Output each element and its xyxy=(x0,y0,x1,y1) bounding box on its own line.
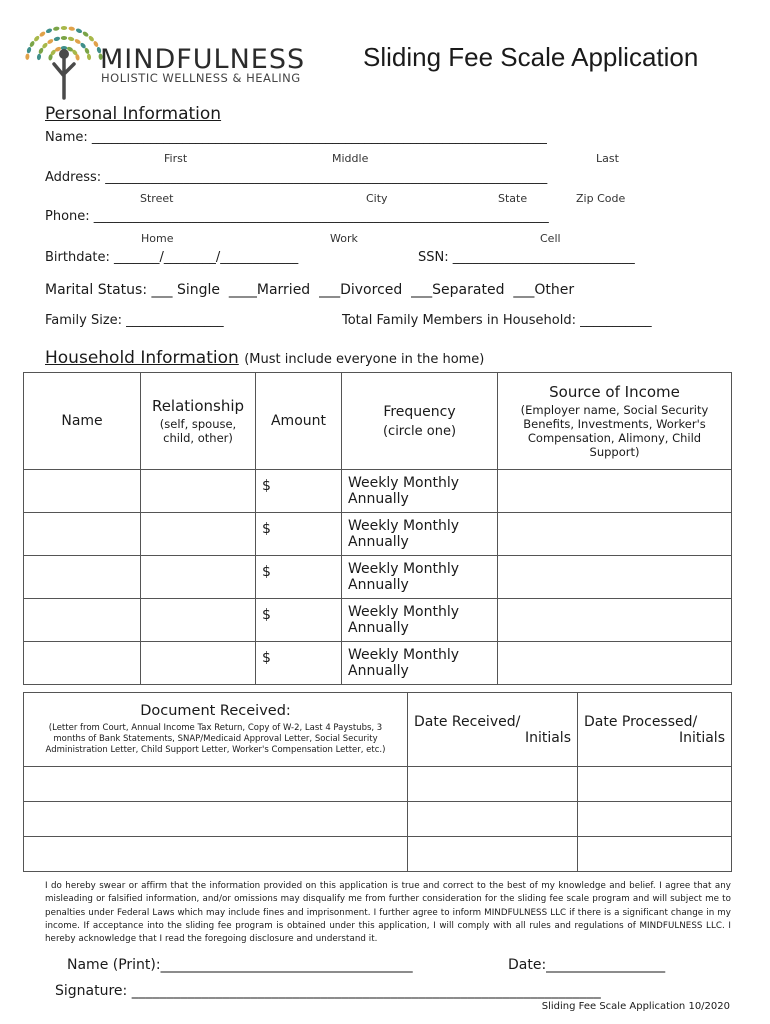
member-relationship-cell[interactable] xyxy=(141,556,256,599)
member-source-cell[interactable] xyxy=(498,470,732,513)
phone-home-label: Home xyxy=(141,232,174,245)
household-row xyxy=(24,513,732,556)
logo-leaf xyxy=(87,53,92,60)
member-relationship-cell[interactable] xyxy=(141,599,256,642)
document-row xyxy=(24,837,732,872)
address-state-label: State xyxy=(498,192,528,205)
logo-leaf xyxy=(74,38,82,45)
address-field[interactable]: Address: ____________________________________________________________________ xyxy=(45,170,548,185)
total-members-field[interactable]: Total Family Members in Household: ___________ xyxy=(342,313,652,328)
logo-leaf xyxy=(88,35,95,42)
name-field[interactable]: Name: ______________________________________________________________________ xyxy=(45,130,547,145)
brand-tagline: HOLISTIC WELLNESS & HEALING xyxy=(101,71,301,85)
member-frequency-cell[interactable]: Weekly Monthly Annually xyxy=(342,599,498,642)
member-amount-cell[interactable]: $ xyxy=(256,556,342,599)
member-source-cell[interactable] xyxy=(498,556,732,599)
date-received-cell[interactable] xyxy=(408,837,578,872)
member-frequency-cell[interactable]: Weekly Monthly Annually xyxy=(342,470,498,513)
logo-leaf xyxy=(45,28,52,34)
member-name-cell[interactable] xyxy=(24,470,141,513)
name-first-label: First xyxy=(164,152,188,165)
document-header-row xyxy=(24,693,732,767)
household-row xyxy=(24,642,732,685)
col-relationship-header: Relationship (self, spouse, child, other) xyxy=(141,373,256,470)
logo-leaf xyxy=(33,35,40,42)
logo-leaf xyxy=(67,36,74,42)
footer-text: Sliding Fee Scale Application 10/2020 xyxy=(541,1001,730,1012)
household-row xyxy=(24,470,732,513)
date-processed-cell[interactable] xyxy=(578,837,732,872)
logo-leaf xyxy=(68,26,75,31)
date-processed-cell[interactable] xyxy=(578,802,732,837)
logo-leaf xyxy=(39,31,47,38)
logo-leaf xyxy=(61,36,67,40)
member-name-cell[interactable] xyxy=(24,556,141,599)
household-header-row xyxy=(24,373,732,470)
col-date-received-header: Date Received/ Initials xyxy=(408,693,578,767)
logo-leaf xyxy=(61,26,67,30)
mindfulness-tree-logo xyxy=(24,20,104,100)
member-name-cell[interactable] xyxy=(24,642,141,685)
col-source-header: Source of Income (Employer name, Social Security Benefits, Investments, Worker's Compensation, Alimony, Child Support) xyxy=(498,373,732,470)
member-amount-cell[interactable]: $ xyxy=(256,470,342,513)
logo-leaf xyxy=(82,31,90,38)
document-received-cell[interactable] xyxy=(24,767,408,802)
brand-name: MINDFULNESS xyxy=(100,44,306,75)
phone-cell-label: Cell xyxy=(540,232,561,245)
document-table xyxy=(23,692,732,872)
logo-leaf xyxy=(53,26,60,31)
date-processed-cell[interactable] xyxy=(578,767,732,802)
date-field[interactable]: Date:_________________ xyxy=(508,957,666,973)
logo-leaf xyxy=(47,38,55,45)
household-row xyxy=(24,556,732,599)
marital-status-field[interactable]: Marital Status: ___ Single ____Married ___Divorced ___Separated ___Other xyxy=(45,282,575,298)
phone-field[interactable]: Phone: ______________________________________________________________________ xyxy=(45,209,549,224)
member-source-cell[interactable] xyxy=(498,513,732,556)
col-amount-header: Amount xyxy=(256,373,342,470)
page-title: Sliding Fee Scale Application xyxy=(363,42,699,72)
member-relationship-cell[interactable] xyxy=(141,470,256,513)
address-zip-label: Zip Code xyxy=(576,192,626,205)
logo-leaf xyxy=(25,53,30,60)
logo-leaf xyxy=(84,47,90,54)
address-city-label: City xyxy=(366,192,388,205)
document-received-cell[interactable] xyxy=(24,837,408,872)
member-frequency-cell[interactable]: Weekly Monthly Annually xyxy=(342,642,498,685)
col-name-header: Name xyxy=(24,373,141,470)
household-row xyxy=(24,599,732,642)
address-street-label: Street xyxy=(140,192,174,205)
name-print-field[interactable]: Name (Print):____________________________________ xyxy=(67,957,413,973)
household-heading-note: (Must include everyone in the home) xyxy=(244,352,485,367)
member-relationship-cell[interactable] xyxy=(141,513,256,556)
member-frequency-cell[interactable]: Weekly Monthly Annually xyxy=(342,513,498,556)
member-frequency-cell[interactable]: Weekly Monthly Annually xyxy=(342,556,498,599)
personal-info-heading: Personal Information xyxy=(45,104,222,124)
logo-leaf xyxy=(93,40,100,48)
household-heading-row xyxy=(45,348,484,368)
household-table xyxy=(23,372,732,685)
disclaimer-text: I do hereby swear or affirm that the information provided on this application is true and correct to the best of my knowledge and belief. I agree that any misleading or falsified information, and/or omissions may disqualify me from further consideration for the sliding fee scale program and will subject me to penalties under Federal Laws which may include fines and imprisonment. I further agree to inform MINDFULNESS LLC if there is a significant change in my income. If acceptance into the sliding fee program is obtained under this application, I will comply with all rules and regulations of MINDFULNESS LLC. I hereby acknowledge that I read the foregoing disclosure and understand it. xyxy=(45,881,731,945)
member-amount-cell[interactable]: $ xyxy=(256,599,342,642)
logo-leaf xyxy=(38,47,44,54)
member-source-cell[interactable] xyxy=(498,599,732,642)
member-name-cell[interactable] xyxy=(24,599,141,642)
name-last-label: Last xyxy=(596,152,619,165)
member-source-cell[interactable] xyxy=(498,642,732,685)
logo-leaf xyxy=(29,40,36,48)
col-document-received-header: Document Received: (Letter from Court, Annual Income Tax Return, Copy of W-2, Last 4 Paystubs, 3 months of Bank Statements, SNAP/Medicaid Approval Letter, Social Security Administration Letter, Child Support Letter, Worker's Compensation Letter, etc.) xyxy=(24,693,408,767)
family-size-field[interactable]: Family Size: _______________ xyxy=(45,313,224,328)
col-date-processed-header: Date Processed/ Initials xyxy=(578,693,732,767)
member-name-cell[interactable] xyxy=(24,513,141,556)
document-received-cell[interactable] xyxy=(24,802,408,837)
phone-work-label: Work xyxy=(330,232,358,245)
document-row xyxy=(24,802,732,837)
signature-field[interactable]: Signature: ___________________________________________________________________ xyxy=(55,983,601,999)
document-row xyxy=(24,767,732,802)
ssn-field[interactable]: SSN: ____________________________ xyxy=(418,250,635,265)
member-amount-cell[interactable]: $ xyxy=(256,642,342,685)
date-received-cell[interactable] xyxy=(408,767,578,802)
date-received-cell[interactable] xyxy=(408,802,578,837)
logo-leaf xyxy=(53,36,60,42)
member-relationship-cell[interactable] xyxy=(141,642,256,685)
name-middle-label: Middle xyxy=(332,152,369,165)
logo-leaf xyxy=(75,28,82,34)
household-heading: Household Information xyxy=(45,348,239,368)
birthdate-field[interactable]: Birthdate: _______/________/____________ xyxy=(45,250,299,265)
logo-leaf xyxy=(26,46,32,53)
col-frequency-header: Frequency (circle one) xyxy=(342,373,498,470)
member-amount-cell[interactable]: $ xyxy=(256,513,342,556)
logo-leaf xyxy=(37,53,42,60)
